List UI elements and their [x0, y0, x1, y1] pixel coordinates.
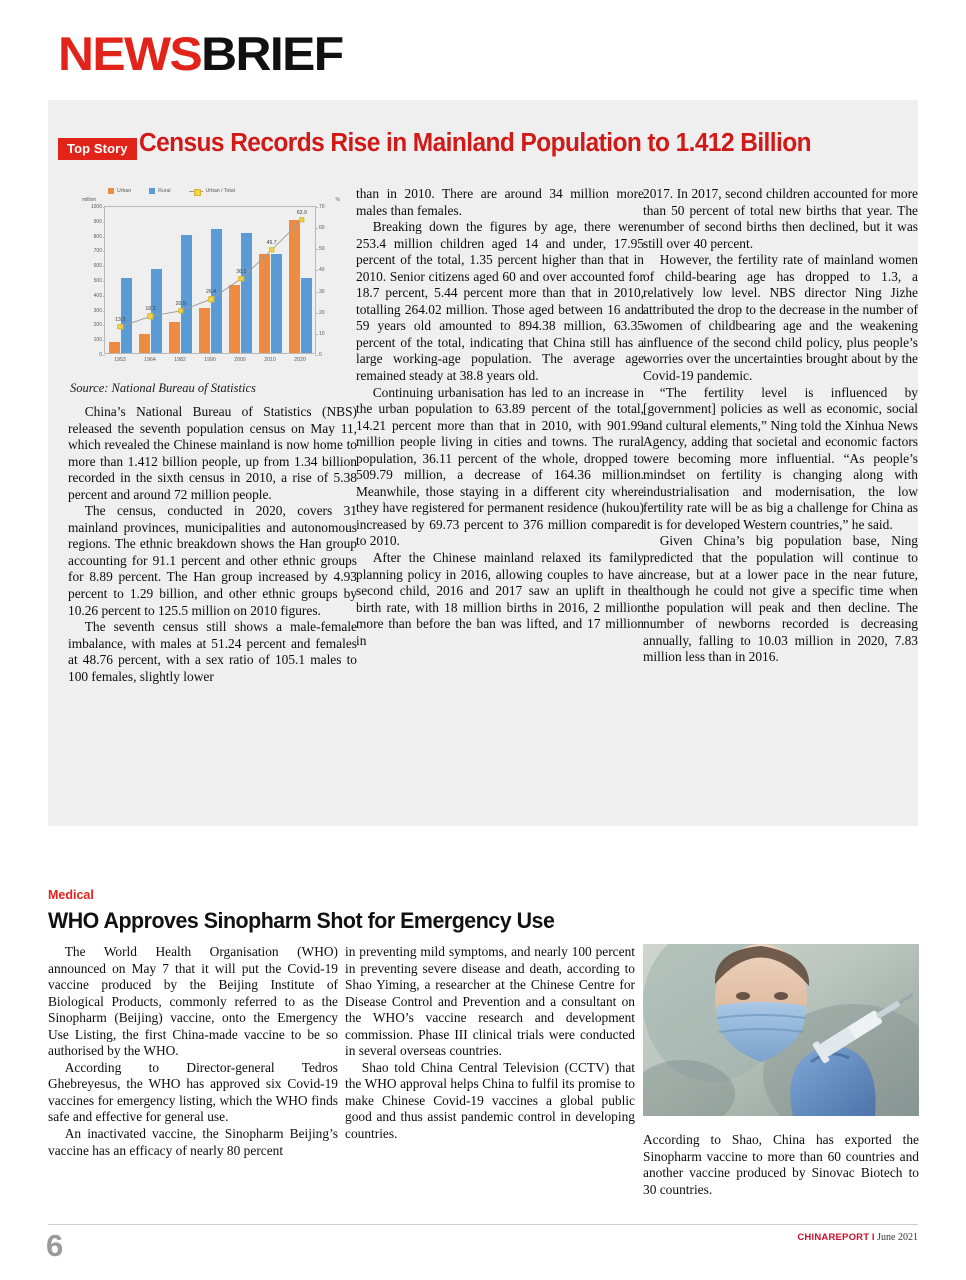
footer-issue: June 2021: [877, 1232, 918, 1243]
chart-bar-group: [165, 207, 195, 363]
chart-bar-group: [285, 207, 315, 363]
top-story-paragraph: The census, conducted in 2020, covers 31 mainland provinces, municipalities and autonomous regions. The ethnic breakdown shows the Han group accounting for 91.1 percent and other ethnic groups for 8.89 percent. The Han group increased by 4.93 percent to 1.29 billion, and other ethnic groups by 10.26 percent to 125.5 million on 2010 figures.: [68, 503, 357, 618]
medical-paragraph: According to Shao, China has exported the Sinopharm vaccine to more than 60 countries and another vaccine produced by Sinovac Biotech to 30 countries.: [643, 1132, 919, 1197]
chart-bar-group: [225, 207, 255, 363]
medical-paragraph: According to Director-general Tedros Ghebreyesus, the WHO has approved six Covid-19 vaccines for emergency listing, which the WHO finds safe and effective for general use.: [48, 1059, 338, 1125]
top-story-paragraph: Continuing urbanisation has led to an increase in the urban population to 63.89 percent of the total, 14.21 percent more than that in 2010, with 901.99 million people living in cities and towns. The rural population, 36.11 percent of the whole, dropped to 509.79 million, a decrease of 164.36 million. Meanwhile, those staying in a different city where they have registered for permanent residence (hukou) increased by 69.73 percent to 376 million compared to 2010.: [356, 384, 644, 549]
chart-x-tick: 1982: [174, 357, 186, 363]
chart-y-tick-left: 100: [93, 337, 102, 344]
footer-brand-name: CHINAREPORT: [797, 1232, 870, 1243]
masthead-news: NEWS: [58, 27, 202, 80]
chart-line-point-label: 20.9: [175, 300, 186, 307]
chart-y-tickmark-right: [315, 355, 318, 356]
chart-bar-urban: [229, 285, 240, 353]
top-story-column-3: [643, 186, 918, 666]
chart-y-tick-left: 600: [93, 263, 102, 270]
top-story-paragraph: Given China’s big population base, Ning predicted that the population will continue to increase, but at a lower pace in the near future, although he could not give a specific time when the population will peak and then decline. The number of newborns recorded is decreasing annually, falling to 10.03 million in 2020, 7.83 million less than in 2016.: [643, 533, 918, 665]
medical-column-2: [345, 944, 635, 1143]
top-story-paragraph: China’s National Bureau of Statistics (NBS) released the seventh population census on May 11, which revealed the Chinese mainland is now home to more than 1.412 billion people, up from 1.34 billion recorded in the sixth census in 2010, a rise of 5.38 percent and around 72 million people.: [68, 404, 357, 502]
chart-bar-rural: [211, 229, 222, 353]
chart-y-tickmark-right: [315, 207, 318, 208]
top-story-paragraph: “The fertility level is influenced by [government] policies as well as economic, social and cultural elements,” Ning told the Xinhua News Agency, adding that societal and economic factors were becoming more influential. “As people’s mindset on fertility is changing along with industrialisation and modernisation, the low fertility rate will be as big a challenge for China as it is for developed Western countries,” he said.: [643, 384, 918, 532]
chart-bar-urban: [109, 342, 120, 353]
legend-swatch-urban-total: [189, 191, 203, 192]
chart-y-tick-right: 20: [319, 309, 325, 316]
chart-bar-rural: [121, 278, 132, 353]
chart-line-point-label: 49.7: [266, 239, 277, 246]
vaccine-photo: [643, 944, 919, 1116]
chart-line-point-label: 26.4: [205, 289, 217, 296]
population-chart: [70, 186, 342, 378]
legend-swatch-urban: [108, 188, 114, 194]
top-story-column-1: [68, 404, 357, 685]
chart-y-tick-right: 40: [319, 267, 325, 274]
page-number: 6: [46, 1228, 64, 1263]
top-story-paragraph: than in 2010. There are around 34 million more males than females.: [356, 186, 644, 218]
chart-x-tick: 1953: [114, 357, 126, 363]
chart-y-axis-unit-right: %: [335, 197, 340, 203]
chart-legend: [108, 188, 235, 194]
chart-bar-urban: [169, 322, 180, 353]
chart-bars: [105, 207, 315, 363]
top-story-column-2: [356, 186, 644, 649]
legend-label-urban-total: Urban / Total: [205, 188, 235, 194]
legend-item-urban: [108, 188, 131, 194]
chart-y-tick-left: 1000: [90, 204, 102, 210]
chart-bar-urban: [199, 308, 210, 353]
chart-y-tick-left: 200: [93, 322, 102, 329]
chart-bar-urban: [289, 220, 300, 353]
chart-bar-group: [255, 207, 285, 363]
chart-y-tickmark-right: [315, 292, 318, 293]
chart-bar-group: [135, 207, 165, 363]
chart-line-point-label: 13.3: [115, 316, 126, 323]
legend-label-rural: Rural: [158, 188, 171, 194]
chart-y-tick-left: 800: [93, 233, 102, 240]
chart-bar-group: [105, 207, 135, 363]
chart-y-tickmark-right: [315, 228, 318, 229]
chart-line-point-label: 63.9: [296, 209, 307, 216]
medical-kicker: Medical: [48, 888, 94, 902]
chart-bar-urban: [259, 254, 270, 353]
chart-x-tick: 2000: [234, 357, 246, 363]
chart-y-tick-left: 900: [93, 218, 102, 225]
chart-y-tickmark-right: [315, 313, 318, 314]
chart-y-tickmark-right: [315, 249, 318, 250]
top-story-paragraph: After the Chinese mainland relaxed its family planning policy in 2016, allowing couples to have a second child, 2016 and 2017 saw an uplift in the birth rate, with 18 million births in 2016, 2 million more than before the ban was lifted, and 17 million in: [356, 550, 644, 648]
chart-y-tick-left: 300: [93, 307, 102, 314]
medical-paragraph: Shao told China Central Television (CCTV) that the WHO approval helps China to fulfil its promise to make Chinese Covid-19 vaccines a global public good and thus assist pandemic control in developing countries.: [345, 1059, 635, 1142]
medical-column-3: [643, 1132, 919, 1198]
chart-y-tick-left: 500: [93, 278, 102, 284]
chart-x-tick: 2020: [294, 357, 306, 363]
chart-y-tick-left: 400: [93, 292, 102, 299]
legend-swatch-rural: [149, 188, 155, 194]
chart-y-tick-right: 70: [319, 204, 325, 210]
top-story-paragraph: 2017. In 2017, second children accounted for more than 50 percent of total new births that year. The number of second births then declined, but it was still over 40 percent.: [643, 186, 918, 251]
chart-y-tickmark-left: [103, 355, 106, 356]
legend-item-urban-total: [189, 188, 235, 194]
vaccine-photo-illustration: [643, 944, 919, 1116]
chart-bar-rural: [151, 269, 162, 353]
chart-x-tick: 1990: [204, 357, 216, 363]
chart-y-tickmark-right: [315, 334, 318, 335]
chart-source-caption: Source: National Bureau of Statistics: [70, 381, 256, 395]
chart-y-tickmark-right: [315, 270, 318, 271]
medical-paragraph: The World Health Organisation (WHO) announced on May 7 that it will put the Covid-19 vaccine produced by the Beijing Institute of Biological Products, commonly referred to as the Sinopharm (Beijing) vaccine, onto the Emergency Use Listing, the first China-made vaccine to be so authorised by the WHO.: [48, 944, 338, 1059]
medical-headline: WHO Approves Sinopharm Shot for Emergency Use: [48, 908, 555, 933]
medical-paragraph: An inactivated vaccine, the Sinopharm Beijing’s vaccine has an efficacy of nearly 80 percent: [48, 1126, 338, 1158]
chart-y-axis-unit-left: million: [82, 197, 97, 203]
footer-divider: [48, 1224, 918, 1225]
chart-x-tick: 1964: [144, 357, 156, 363]
top-story-headline: Census Records Rise in Mainland Population to 1.412 Billion: [139, 129, 811, 157]
legend-item-rural: [149, 188, 170, 194]
chart-y-tick-right: 0: [319, 352, 322, 358]
chart-y-tick-right: 30: [319, 288, 325, 295]
masthead: [58, 26, 343, 81]
top-story-paragraph: Breaking down the figures by age, there were 253.4 million children aged 14 and under, 17.95 percent of the total, 1.35 percent higher than that in 2010. Senior citizens aged 60 and over accounted for 18.7 percent, 5.44 percent more than that in 2010, totalling 264.02 million. Those aged between 16 and 59 years old amounted to 894.38 million, 63.35 percent of the total, indicating that China still has a large working-age population. The average age remained steady at 38.8 years old.: [356, 219, 644, 384]
chart-bar-rural: [241, 233, 252, 353]
chart-x-tick: 2010: [264, 357, 276, 363]
legend-label-urban: Urban: [117, 188, 132, 194]
top-story-paragraph: However, the fertility rate of mainland women of child-bearing age has dropped to 1.3, a relatively low level. NBS director Ning Jizhe attributed the drop to the decrease in the number of women of childbearing age and the weakening influence of the second child policy, plus people’s worries over the uncertainties brought about by the Covid-19 pandemic.: [643, 252, 918, 384]
chart-y-tick-right: 60: [319, 225, 325, 232]
top-story-badge: Top Story: [58, 138, 137, 160]
chart-y-tick-left: 700: [93, 248, 102, 255]
chart-bar-group: [195, 207, 225, 363]
medical-column-1: [48, 944, 338, 1159]
chart-y-tick-left: 0: [99, 352, 102, 358]
chart-plot-area: [90, 204, 325, 363]
chart-bar-rural: [181, 235, 192, 353]
chart-line-point-label: 36.1: [236, 268, 247, 275]
medical-paragraph: in preventing mild symptoms, and nearly 100 percent in preventing severe disease and death, according to Shao Yiming, a researcher at the Chinese Centre for Disease Control and Prevention and a consultant on the WHO’s vaccine research and development commission. Phase III clinical trials were conducted in several overseas countries.: [345, 944, 635, 1059]
footer-brand: [797, 1232, 918, 1243]
chart-bar-urban: [139, 334, 150, 353]
chart-y-tick-right: 10: [319, 330, 325, 337]
chart-bar-rural: [301, 278, 312, 353]
chart-line-point-label: 18.3: [145, 306, 156, 313]
top-story-paragraph: The seventh census still shows a male-female imbalance, with males at 51.24 percent and females at 48.76 percent, with a sex ratio of 105.1 males to 100 females, slightly lower: [68, 619, 357, 684]
chart-y-tick-right: 50: [319, 246, 325, 253]
masthead-brief: BRIEF: [201, 27, 343, 80]
footer-separator: I: [871, 1232, 875, 1243]
chart-bar-rural: [271, 254, 282, 353]
